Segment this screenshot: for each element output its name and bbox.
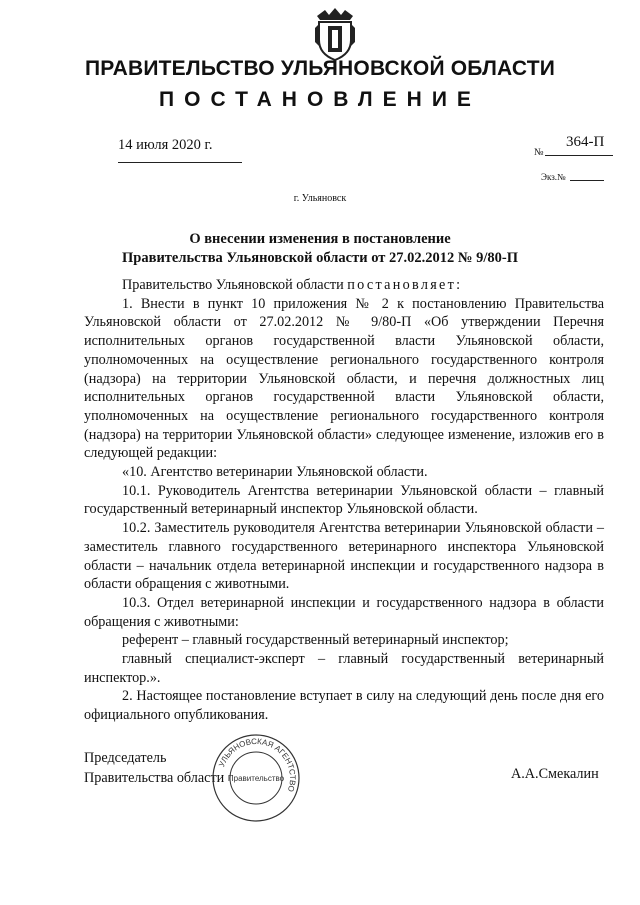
signer-position-line: Правительства области	[84, 770, 225, 786]
document-number: 364-П	[566, 134, 605, 150]
signer-position-line: Председатель	[84, 750, 167, 766]
intro-text: Правительство Ульяновской области	[122, 277, 348, 293]
paragraph-1: 1. Внести в пункт 10 приложения № 2 к постановлению Правительства Ульяновской области от 27.02.2012 № 9/80-П «Об утверждении Перечня исполнительных органов государственной власти Ульяновской области, уполномоченных на осуществление регионального государственного контроля (надзора) на территории Ульяновской области, и перечня должностных лиц исполнительных органов государственной власти Ульяновской области, уполномоченных на осуществление регионального государственного контроля (надзора) на территории Ульяновской области» следующее изменение, изложив его в следующей редакции:	[84, 295, 604, 462]
paragraph-specialist: главный специалист-эксперт – главный государственный ветеринарный инспектор.».	[84, 651, 604, 686]
subject-line: О внесении изменения в постановление	[189, 231, 451, 247]
document-subject	[0, 230, 640, 268]
intro-paragraph	[84, 276, 604, 295]
signer-position	[84, 748, 224, 788]
paragraph-referent: референт – главный государственный ветеринарный инспектор;	[122, 632, 509, 649]
city-name: г. Ульяновск	[293, 193, 347, 204]
copy-number-label: Экз.№	[541, 172, 566, 182]
number-underline	[545, 155, 613, 156]
official-seal-stamp	[210, 732, 302, 824]
signer-name: А.А.Смекалин	[511, 766, 599, 782]
seal-ring-text: УЛЬЯНОВСКАЯ АГЕНТСТВО	[217, 736, 298, 793]
coat-of-arms-emblem	[313, 6, 357, 62]
paragraph-10: «10. Агентство ветеринарии Ульяновской области.	[122, 464, 428, 481]
svg-text:УЛЬЯНОВСКАЯ АГЕНТСТВО	[217, 737, 297, 793]
date-underline	[118, 162, 242, 163]
subject-line: Правительства Ульяновской области от 27.02.2012 № 9/80-П	[122, 250, 518, 266]
government-name: ПРАВИТЕЛЬСТВО УЛЬЯНОВСКОЙ ОБЛАСТИ	[84, 57, 556, 80]
paragraph-2: 2. Настоящее постановление вступает в силу на следующий день после дня его официального опубликования.	[84, 688, 604, 724]
paragraph-10-3: 10.3. Отдел ветеринарной инспекции и государственного надзора в области обращения с животными:	[84, 594, 604, 630]
document-date: 14 июля 2020 г.	[118, 137, 213, 153]
paragraph-10-2: 10.2. Заместитель руководителя Агентства ветеринарии Ульяновской области – заместитель главного государственного ветеринарного инспектора Ульяновской области – начальник отдела ветеринарной инспекции и государственного надзора в области обращения с животными.	[84, 520, 604, 593]
copy-number-underline	[570, 180, 604, 181]
paragraph-10-1: 10.1. Руководитель Агентства ветеринарии Ульяновской области – главный государственный ветеринарный инспектор Ульяновской области.	[84, 482, 604, 518]
document-body	[84, 276, 604, 725]
number-sign: №	[534, 147, 544, 158]
resolves-word: постановляет:	[347, 277, 463, 293]
seal-center-text: Правительство	[227, 774, 285, 783]
document-type: ПОСТАНОВЛЕНИЕ	[159, 88, 481, 111]
